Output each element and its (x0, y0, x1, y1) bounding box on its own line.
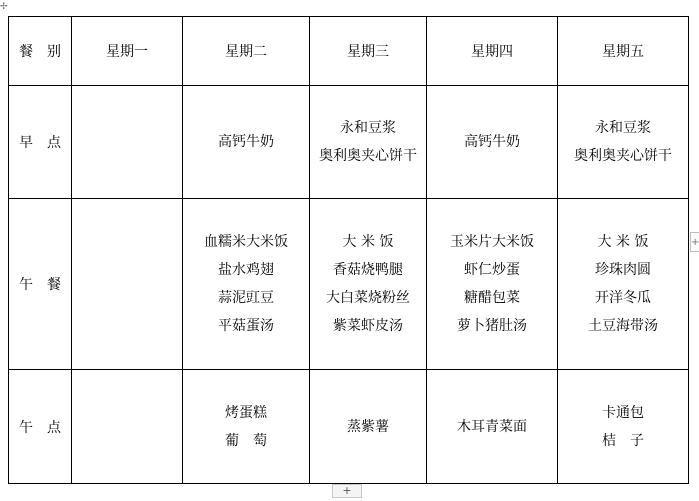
menu-item-list (204, 228, 288, 340)
menu-item-list (464, 128, 520, 156)
menu-cell (310, 199, 427, 370)
menu-item: 木耳青菜面 (457, 418, 527, 435)
menu-item: 永和豆浆 (340, 120, 396, 136)
meal-label-cell (9, 199, 72, 370)
header-label: 星期三 (347, 44, 389, 60)
menu-item: 虾仁炒蛋 (464, 262, 520, 278)
menu-cell (558, 86, 689, 199)
menu-item: 高钙牛奶 (464, 134, 520, 150)
menu-item: 奥利奥夹心饼干 (319, 148, 417, 164)
header-meal-type (9, 17, 72, 86)
menu-item-list (218, 128, 274, 156)
header-monday (72, 17, 183, 86)
menu-cell (310, 370, 427, 484)
menu-cell (72, 86, 183, 199)
meal-label: 早 点 (19, 135, 61, 151)
header-label: 星期一 (106, 44, 148, 60)
menu-item-list (347, 413, 389, 441)
menu-cell (427, 370, 558, 484)
header-label: 餐 别 (19, 44, 61, 60)
menu-item-list (574, 114, 672, 170)
menu-item: 血糯米大米饭 (204, 234, 288, 250)
header-label: 星期五 (602, 44, 644, 60)
menu-cell (183, 370, 310, 484)
menu-cell (310, 86, 427, 199)
meal-label: 午 餐 (19, 277, 61, 293)
table-move-handle-icon[interactable]: ✢ (0, 2, 8, 12)
menu-item-list (602, 399, 644, 455)
menu-item-list (450, 228, 534, 340)
menu-item: 玉米片大米饭 (450, 234, 534, 250)
row-resize-marker[interactable]: + (690, 232, 699, 252)
menu-item: 卡通包 (602, 404, 644, 421)
menu-item: 高钙牛奶 (218, 134, 274, 150)
menu-item: 开洋冬瓜 (595, 290, 651, 306)
menu-cell (427, 86, 558, 199)
add-row-button[interactable]: + (332, 484, 362, 498)
header-label: 星期二 (225, 44, 267, 60)
menu-item: 土豆海带汤 (588, 318, 658, 334)
header-thursday (427, 17, 558, 86)
menu-item: 大白菜烧粉丝 (326, 290, 410, 306)
menu-item-list (457, 413, 527, 441)
menu-cell (183, 86, 310, 199)
menu-item: 桔 子 (602, 432, 644, 449)
menu-item: 紫菜虾皮汤 (333, 318, 403, 334)
menu-item-list (326, 228, 410, 340)
table-row (9, 86, 689, 199)
menu-item: 奥利奥夹心饼干 (574, 148, 672, 164)
meal-label-cell (9, 86, 72, 199)
menu-cell (558, 370, 689, 484)
header-wednesday (310, 17, 427, 86)
header-row (9, 17, 689, 86)
menu-item: 大 米 饭 (342, 234, 394, 250)
menu-item: 糖醋包菜 (464, 290, 520, 306)
menu-item: 香菇烧鸭腿 (333, 262, 403, 278)
menu-cell (72, 370, 183, 484)
menu-cell (183, 199, 310, 370)
menu-cell (558, 199, 689, 370)
menu-item: 大 米 饭 (597, 234, 649, 250)
weekly-menu-table (8, 16, 689, 484)
meal-label: 午 点 (19, 419, 61, 436)
menu-item-list (319, 114, 417, 170)
menu-cell (427, 199, 558, 370)
header-tuesday (183, 17, 310, 86)
menu-item: 蒜泥豇豆 (218, 290, 274, 306)
menu-item: 盐水鸡翅 (218, 262, 274, 278)
table-row (9, 370, 689, 484)
header-label: 星期四 (471, 44, 513, 60)
table-row (9, 199, 689, 370)
header-friday (558, 17, 689, 86)
menu-item: 珍珠肉圆 (595, 262, 651, 278)
menu-item: 蒸紫薯 (347, 418, 389, 435)
meal-label-cell (9, 370, 72, 484)
menu-item: 平菇蛋汤 (218, 318, 274, 334)
menu-item: 永和豆浆 (595, 120, 651, 136)
menu-item-list (588, 228, 658, 340)
menu-item: 葡 萄 (225, 432, 267, 449)
menu-cell (72, 199, 183, 370)
menu-item-list (225, 399, 267, 455)
menu-item: 烤蛋糕 (225, 404, 267, 421)
menu-item: 萝卜猪肚汤 (457, 318, 527, 334)
